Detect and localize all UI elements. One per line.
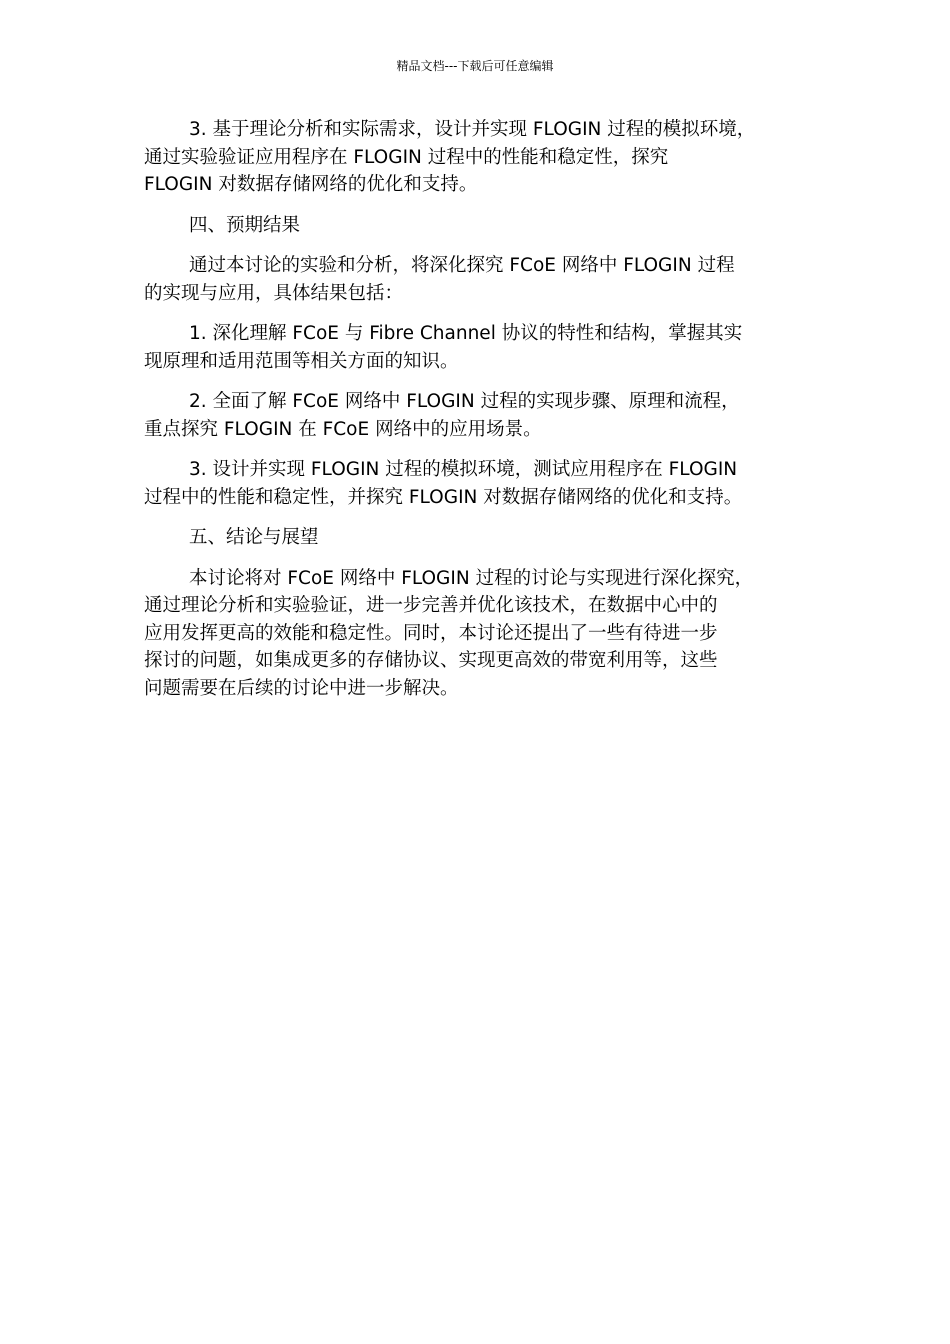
text-line: 探讨的问题，如集成更多的存储协议、实现更高效的带宽利用等，这些 [144,650,718,671]
text-line: 通过实验验证应用程序在 FLOGIN 过程中的性能和稳定性，探究 [144,146,669,168]
text-line: 通过本讨论的实验和分析，将深化探究 FCoE 网络中 FLOGIN 过程 [189,255,735,276]
text-line: 本讨论将对 FCoE 网络中 FLOGIN 过程的讨论与实现进行深化探究， [189,567,754,589]
paragraph-result-1 [144,320,809,375]
section-heading-conclusion [144,524,809,552]
text-line: 3. 设计并实现 FLOGIN 过程的模拟环境，测试应用程序在 FLOGIN [189,459,738,480]
text-line: 应用发挥更高的效能和稳定性。同时，本讨论还提出了一些有待进一步 [144,622,718,644]
text-line: 四、预期结果 [189,214,301,236]
text-line: 的实现与应用，具体结果包括： [144,282,404,304]
page-header: 精品文档---下载后可任意编辑 [396,59,554,73]
paragraph-result-2 [144,388,809,443]
text-line: FLOGIN 对数据存储网络的优化和支持。 [144,174,478,195]
text-line: 2. 全面了解 FCoE 网络中 FLOGIN 过程的实现步骤、原理和流程， [189,391,740,412]
paragraph-item-3-design [144,116,809,199]
text-line: 过程中的性能和稳定性，并探究 FLOGIN 对数据存储网络的优化和支持。 [144,486,743,508]
section-heading-expected-results [144,212,809,240]
text-line: 五、结论与展望 [189,527,319,548]
text-line: 3. 基于理论分析和实际需求，设计并实现 FLOGIN 过程的模拟环境， [189,119,756,140]
text-line: 1. 深化理解 FCoE 与 Fibre Channel 协议的特性和结构，掌握其实 [189,323,743,344]
paragraph-expected-intro [144,252,809,307]
paragraph-conclusion [144,565,809,703]
document-body [144,116,809,715]
text-line: 重点探究 FLOGIN 在 FCoE 网络中的应用场景。 [144,418,542,440]
paragraph-result-3 [144,456,809,511]
text-line: 现原理和适用范围等相关方面的知识。 [144,350,459,372]
text-line: 通过理论分析和实验验证，进一步完善并优化该技术，在数据中心中的 [144,595,718,616]
text-line: 问题需要在后续的讨论中进一步解决。 [144,677,459,699]
